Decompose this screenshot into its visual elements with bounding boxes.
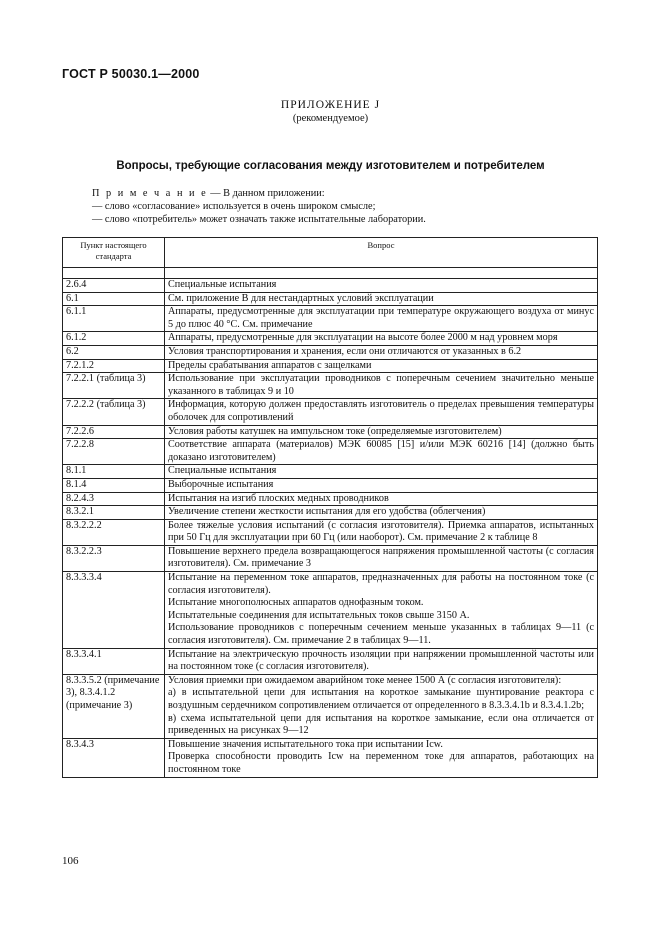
table-row <box>63 373 598 399</box>
question-text: Более тяжелые условия испытаний (с согласия изготовителя). Приемка аппаратов, испытанных при 50 Гц для эксплуатации при 60 Гц (или наоборот). См. примечание 2 к таблице 8 <box>168 519 594 544</box>
question-text: Соответствие аппарата (материалов) МЭК 60085 [15] и/или МЭК 60216 [14] (должно быть доказано изготовителем) <box>168 439 594 463</box>
table-row <box>63 738 598 777</box>
section-title: Вопросы, требующие согласования между изготовителем и потребителем <box>116 160 545 172</box>
agreement-table <box>62 237 598 778</box>
question-cell <box>165 648 598 674</box>
question-text: См. приложение В для нестандартных условий эксплуатации <box>168 292 434 304</box>
clause-cell: 8.3.2.1 <box>63 506 165 520</box>
table-row <box>63 648 598 674</box>
table-row <box>63 545 598 571</box>
question-cell <box>165 345 598 359</box>
question-cell <box>165 492 598 506</box>
table-row <box>63 465 598 479</box>
clause-cell: 7.2.2.1 (таблица 3) <box>63 373 165 399</box>
table-row <box>63 439 598 465</box>
annex-subtitle: (рекомендуемое) <box>292 113 369 124</box>
question-text: Пределы срабатывания аппаратов с защелками <box>168 359 372 371</box>
note-label: П р и м е ч а н и е <box>92 188 208 199</box>
question-text: Испытательные соединения для испытательных токов свыше 3150 А. <box>168 609 470 621</box>
clause-cell: 8.3.3.4.1 <box>63 648 165 674</box>
question-cell <box>165 674 598 738</box>
table-row <box>63 506 598 520</box>
table-row <box>63 292 598 306</box>
document-header: ГОСТ Р 50030.1—2000 <box>62 67 200 81</box>
question-text: Условия работы катушек на импульсном токе (определяемые изготовителем) <box>168 425 502 437</box>
question-cell <box>165 572 598 649</box>
question-cell <box>165 399 598 425</box>
table-row <box>63 425 598 439</box>
table-row <box>63 478 598 492</box>
clause-cell: 8.3.4.3 <box>63 738 165 777</box>
column-header-question: Вопрос <box>165 238 598 268</box>
question-text: Аппараты, предусмотренные для эксплуатации на высоте более 2000 м над уровнем моря <box>168 332 558 344</box>
note-intro: — В данном приложении: <box>207 188 325 199</box>
note-line-2: — слово «потребитель» может означать также испытательные лаборатории. <box>92 214 426 226</box>
clause-cell: 8.3.3.5.2 (примечание 3), 8.3.4.1.2 (примечание 3) <box>63 674 165 738</box>
note-line-1: — слово «согласование» используется в очень широком смысле; <box>92 201 376 213</box>
clause-cell: 6.1.2 <box>63 332 165 346</box>
clause-cell: 7.2.2.8 <box>63 439 165 465</box>
table-row <box>63 345 598 359</box>
question-text: Специальные испытания <box>168 465 277 477</box>
question-text: Повышение значения испытательного тока при испытании Icw. <box>168 738 443 750</box>
question-cell <box>165 332 598 346</box>
question-cell <box>165 292 598 306</box>
question-cell <box>165 425 598 439</box>
table-row <box>63 572 598 649</box>
column-header-clause: Пункт настоящего стандарта <box>63 238 165 268</box>
question-cell <box>165 478 598 492</box>
table-row <box>63 279 598 293</box>
question-text: Испытание многополюсных аппаратов однофазным током. <box>168 597 424 609</box>
question-text: а) в испытательной цепи для испытания на короткое замыкание шунтирование реактора с воздушным сердечником сопротивлением отличается от определенного в 8.3.3.4.1b и 8.3.4.1.2b; <box>168 687 594 711</box>
table-row <box>63 519 598 545</box>
question-text: Информация, которую должен предоставлять изготовитель о пределах превышения температуры оболочек для сопротивлений <box>168 399 594 423</box>
question-text: Увеличение степени жесткости испытания для его удобства (облегчения) <box>168 506 486 518</box>
clause-cell: 8.3.2.2.2 <box>63 519 165 545</box>
question-text: Специальные испытания <box>168 279 277 290</box>
question-text: Испытания на изгиб плоских медных проводников <box>168 492 389 504</box>
question-text: Испытание на переменном токе аппаратов, предназначенных для работы на постоянном токе (с согласия изготовителя). <box>168 572 594 596</box>
annex-title: ПРИЛОЖЕНИЕ J <box>280 99 381 111</box>
question-text: Испытание на электрическую прочность изоляции при напряжении промышленной частоты или на постоянном токе (с согласия изготовителя). <box>168 648 594 673</box>
table-row <box>63 399 598 425</box>
clause-cell: 2.6.4 <box>63 279 165 293</box>
table-row <box>63 306 598 332</box>
question-text: Проверка способности проводить Icw на переменном токе для аппаратов, работающих на постоянном токе <box>168 751 594 775</box>
question-cell <box>165 545 598 571</box>
clause-cell: 8.1.4 <box>63 478 165 492</box>
clause-cell: 8.2.4.3 <box>63 492 165 506</box>
question-text: в) схема испытательной цепи для испытания на короткое замыкание, если она отличается от приведенных на рисунках 9—12 <box>168 712 594 737</box>
table-row <box>63 492 598 506</box>
question-cell <box>165 506 598 520</box>
question-text: Условия транспортирования и хранения, если они отличаются от указанных в 6.2 <box>168 345 522 357</box>
clause-cell: 7.2.1.2 <box>63 359 165 373</box>
clause-cell: 6.2 <box>63 345 165 359</box>
table-row <box>63 674 598 738</box>
clause-cell: 7.2.2.2 (таблица 3) <box>63 399 165 425</box>
question-cell <box>165 519 598 545</box>
question-cell <box>165 359 598 373</box>
clause-cell: 6.1 <box>63 292 165 306</box>
question-text: Аппараты, предусмотренные для эксплуатации при температуре окружающего воздуха от минус 5 до плюс 40 °С. См. примечание <box>168 306 594 330</box>
question-cell <box>165 373 598 399</box>
question-text: Выборочные испытания <box>168 478 274 490</box>
note-block <box>92 187 426 227</box>
question-text: Повышение верхнего предела возвращающегося напряжения промышленной частоты (с согласия изготовителя). См. примечание 3 <box>168 545 594 570</box>
clause-cell: 8.3.2.2.3 <box>63 545 165 571</box>
question-cell <box>165 738 598 777</box>
clause-cell: 8.3.3.3.4 <box>63 572 165 649</box>
question-text: Условия приемки при ожидаемом аварийном токе менее 1500 А (с согласия изготовителя): <box>168 674 562 686</box>
clause-cell: 7.2.2.6 <box>63 425 165 439</box>
header-gap-row <box>63 268 598 279</box>
question-text: Использование проводников с поперечным сечением меньше указанных в таблицах 9—11 (с согласия изготовителя). См. примечание 2 в таблицах 9—11. <box>168 622 594 647</box>
question-cell <box>165 306 598 332</box>
table-row <box>63 359 598 373</box>
question-cell <box>165 279 598 293</box>
table-row <box>63 332 598 346</box>
question-cell <box>165 439 598 465</box>
question-cell <box>165 465 598 479</box>
clause-cell: 8.1.1 <box>63 465 165 479</box>
clause-cell: 6.1.1 <box>63 306 165 332</box>
page-number: 106 <box>62 855 79 867</box>
question-text: Использование при эксплуатации проводников с поперечным сечением значительно меньше указанного в таблицах 9 и 10 <box>168 373 594 397</box>
